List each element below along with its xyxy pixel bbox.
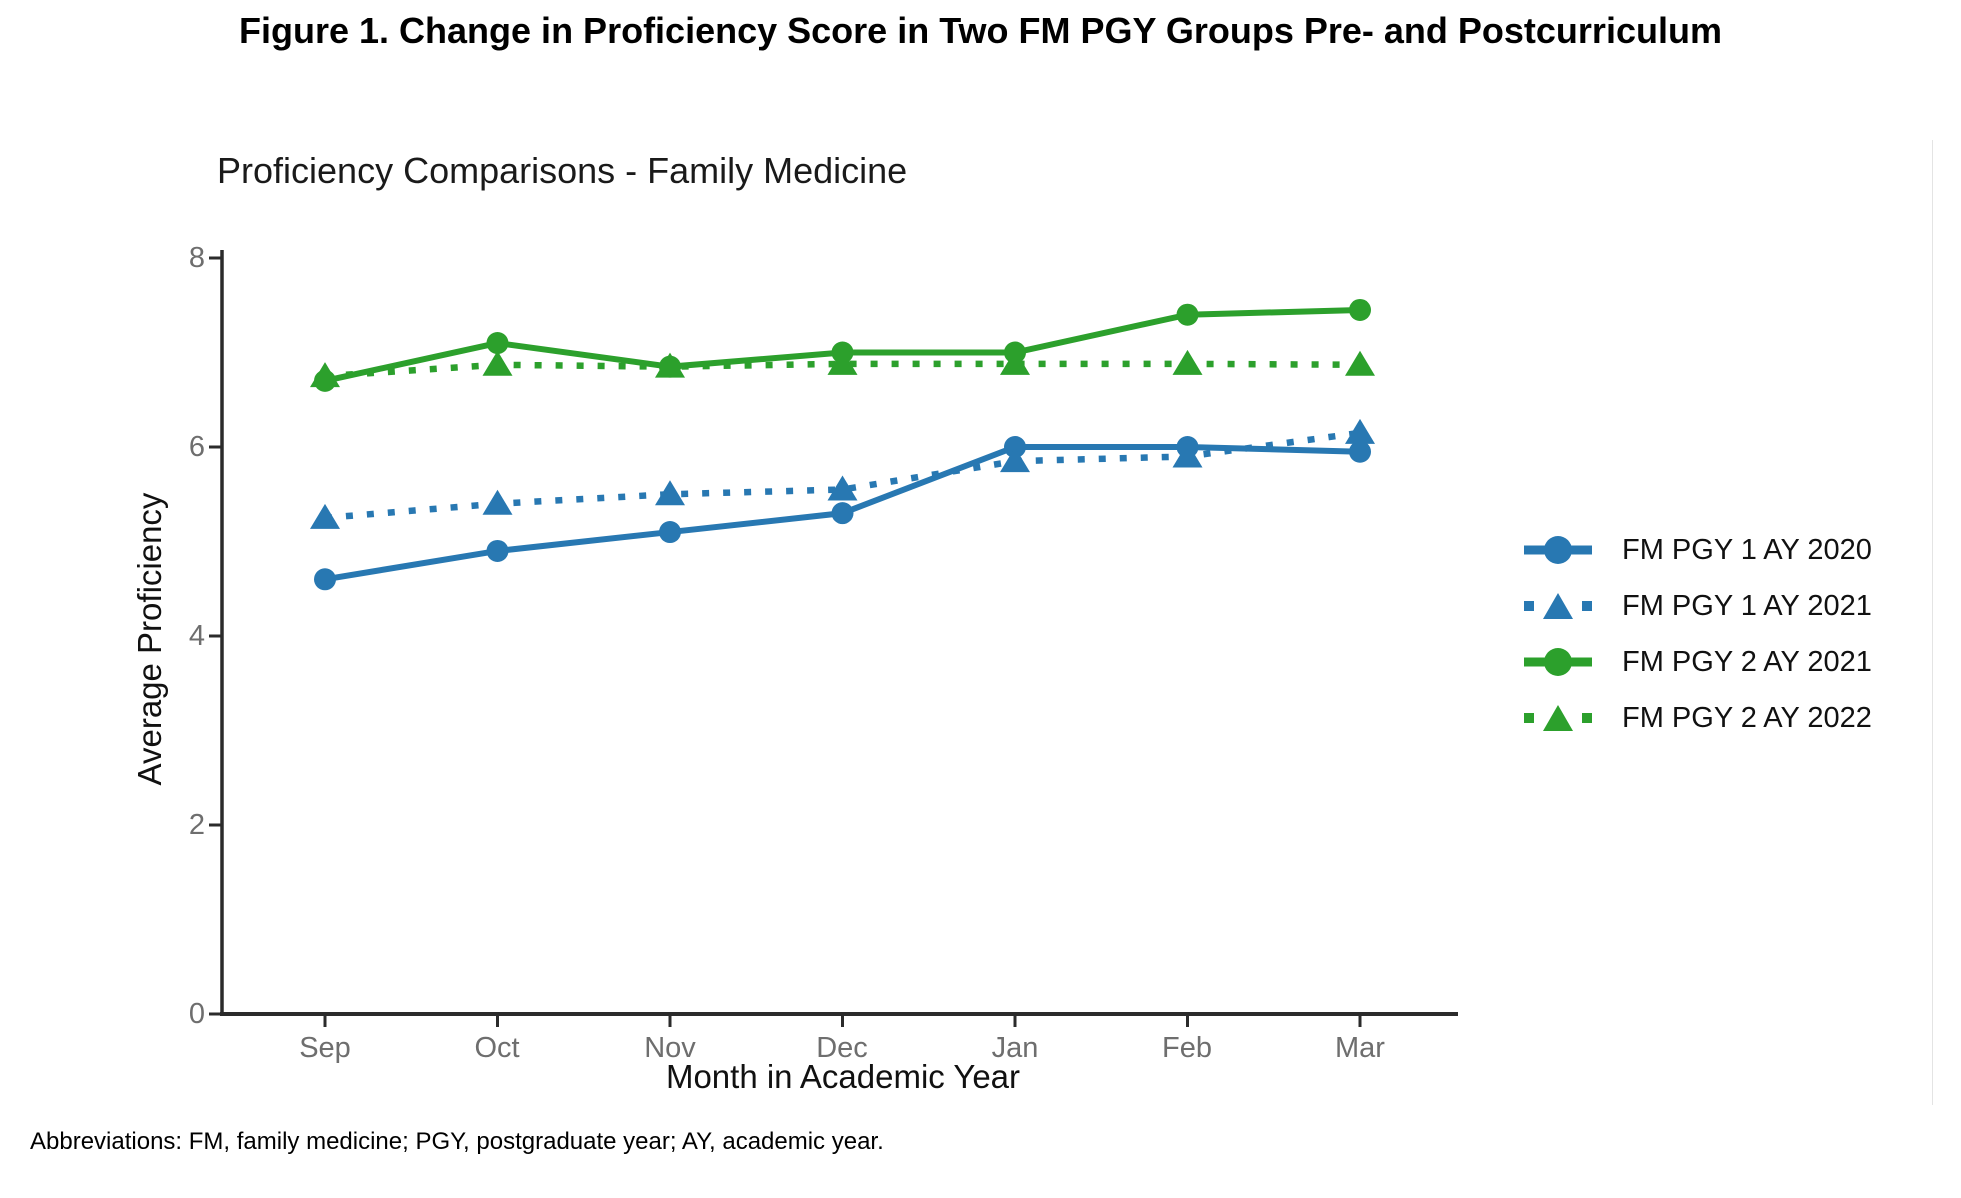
x-tick-label-jan: Jan (991, 1032, 1039, 1064)
y-tick-label-2: 2 (188, 809, 205, 841)
chart-legend (1522, 532, 1922, 756)
legend-item-fm-pgy-1-ay-2021 (1522, 588, 1922, 624)
x-tick-label-dec: Dec (816, 1032, 868, 1064)
legend-marker-dotted-triangle-blue-icon (1522, 588, 1594, 624)
legend-item-fm-pgy-2-ay-2022 (1522, 700, 1922, 736)
page-edge-divider (1932, 140, 1933, 1105)
x-tick-label-mar: Mar (1335, 1032, 1385, 1064)
legend-label: FM PGY 1 AY 2021 (1622, 589, 1872, 622)
y-axis-label: Average Proficiency (131, 492, 168, 786)
legend-marker-dotted-triangle-green-icon (1522, 700, 1594, 736)
y-tick-label-4: 4 (188, 620, 205, 652)
legend-marker-solid-circle-blue-icon (1522, 532, 1594, 568)
legend-item-fm-pgy-2-ay-2021 (1522, 644, 1922, 680)
legend-marker-solid-circle-green-icon (1522, 644, 1594, 680)
chart-title: Proficiency Comparisons - Family Medicine (217, 150, 908, 191)
legend-label: FM PGY 2 AY 2021 (1622, 645, 1872, 678)
legend-label: FM PGY 2 AY 2022 (1622, 701, 1872, 734)
figure-title: Figure 1. Change in Proficiency Score in Two FM PGY Groups Pre- and Postcurriculum (239, 10, 1722, 51)
y-tick-label-8: 8 (188, 242, 205, 274)
y-tick-label-6: 6 (188, 431, 205, 463)
x-tick-label-sep: Sep (299, 1032, 351, 1064)
legend-label: FM PGY 1 AY 2020 (1622, 533, 1872, 566)
legend-item-fm-pgy-1-ay-2020 (1522, 532, 1922, 568)
x-tick-label-oct: Oct (474, 1032, 520, 1064)
x-tick-label-nov: Nov (644, 1032, 696, 1064)
x-axis-label: Month in Academic Year (665, 1058, 1021, 1095)
footnote-abbreviations: Abbreviations: FM, family medicine; PGY, postgraduate year; AY, academic year. (30, 1128, 884, 1155)
x-tick-label-feb: Feb (1162, 1032, 1212, 1064)
y-tick-label-0: 0 (188, 998, 205, 1030)
